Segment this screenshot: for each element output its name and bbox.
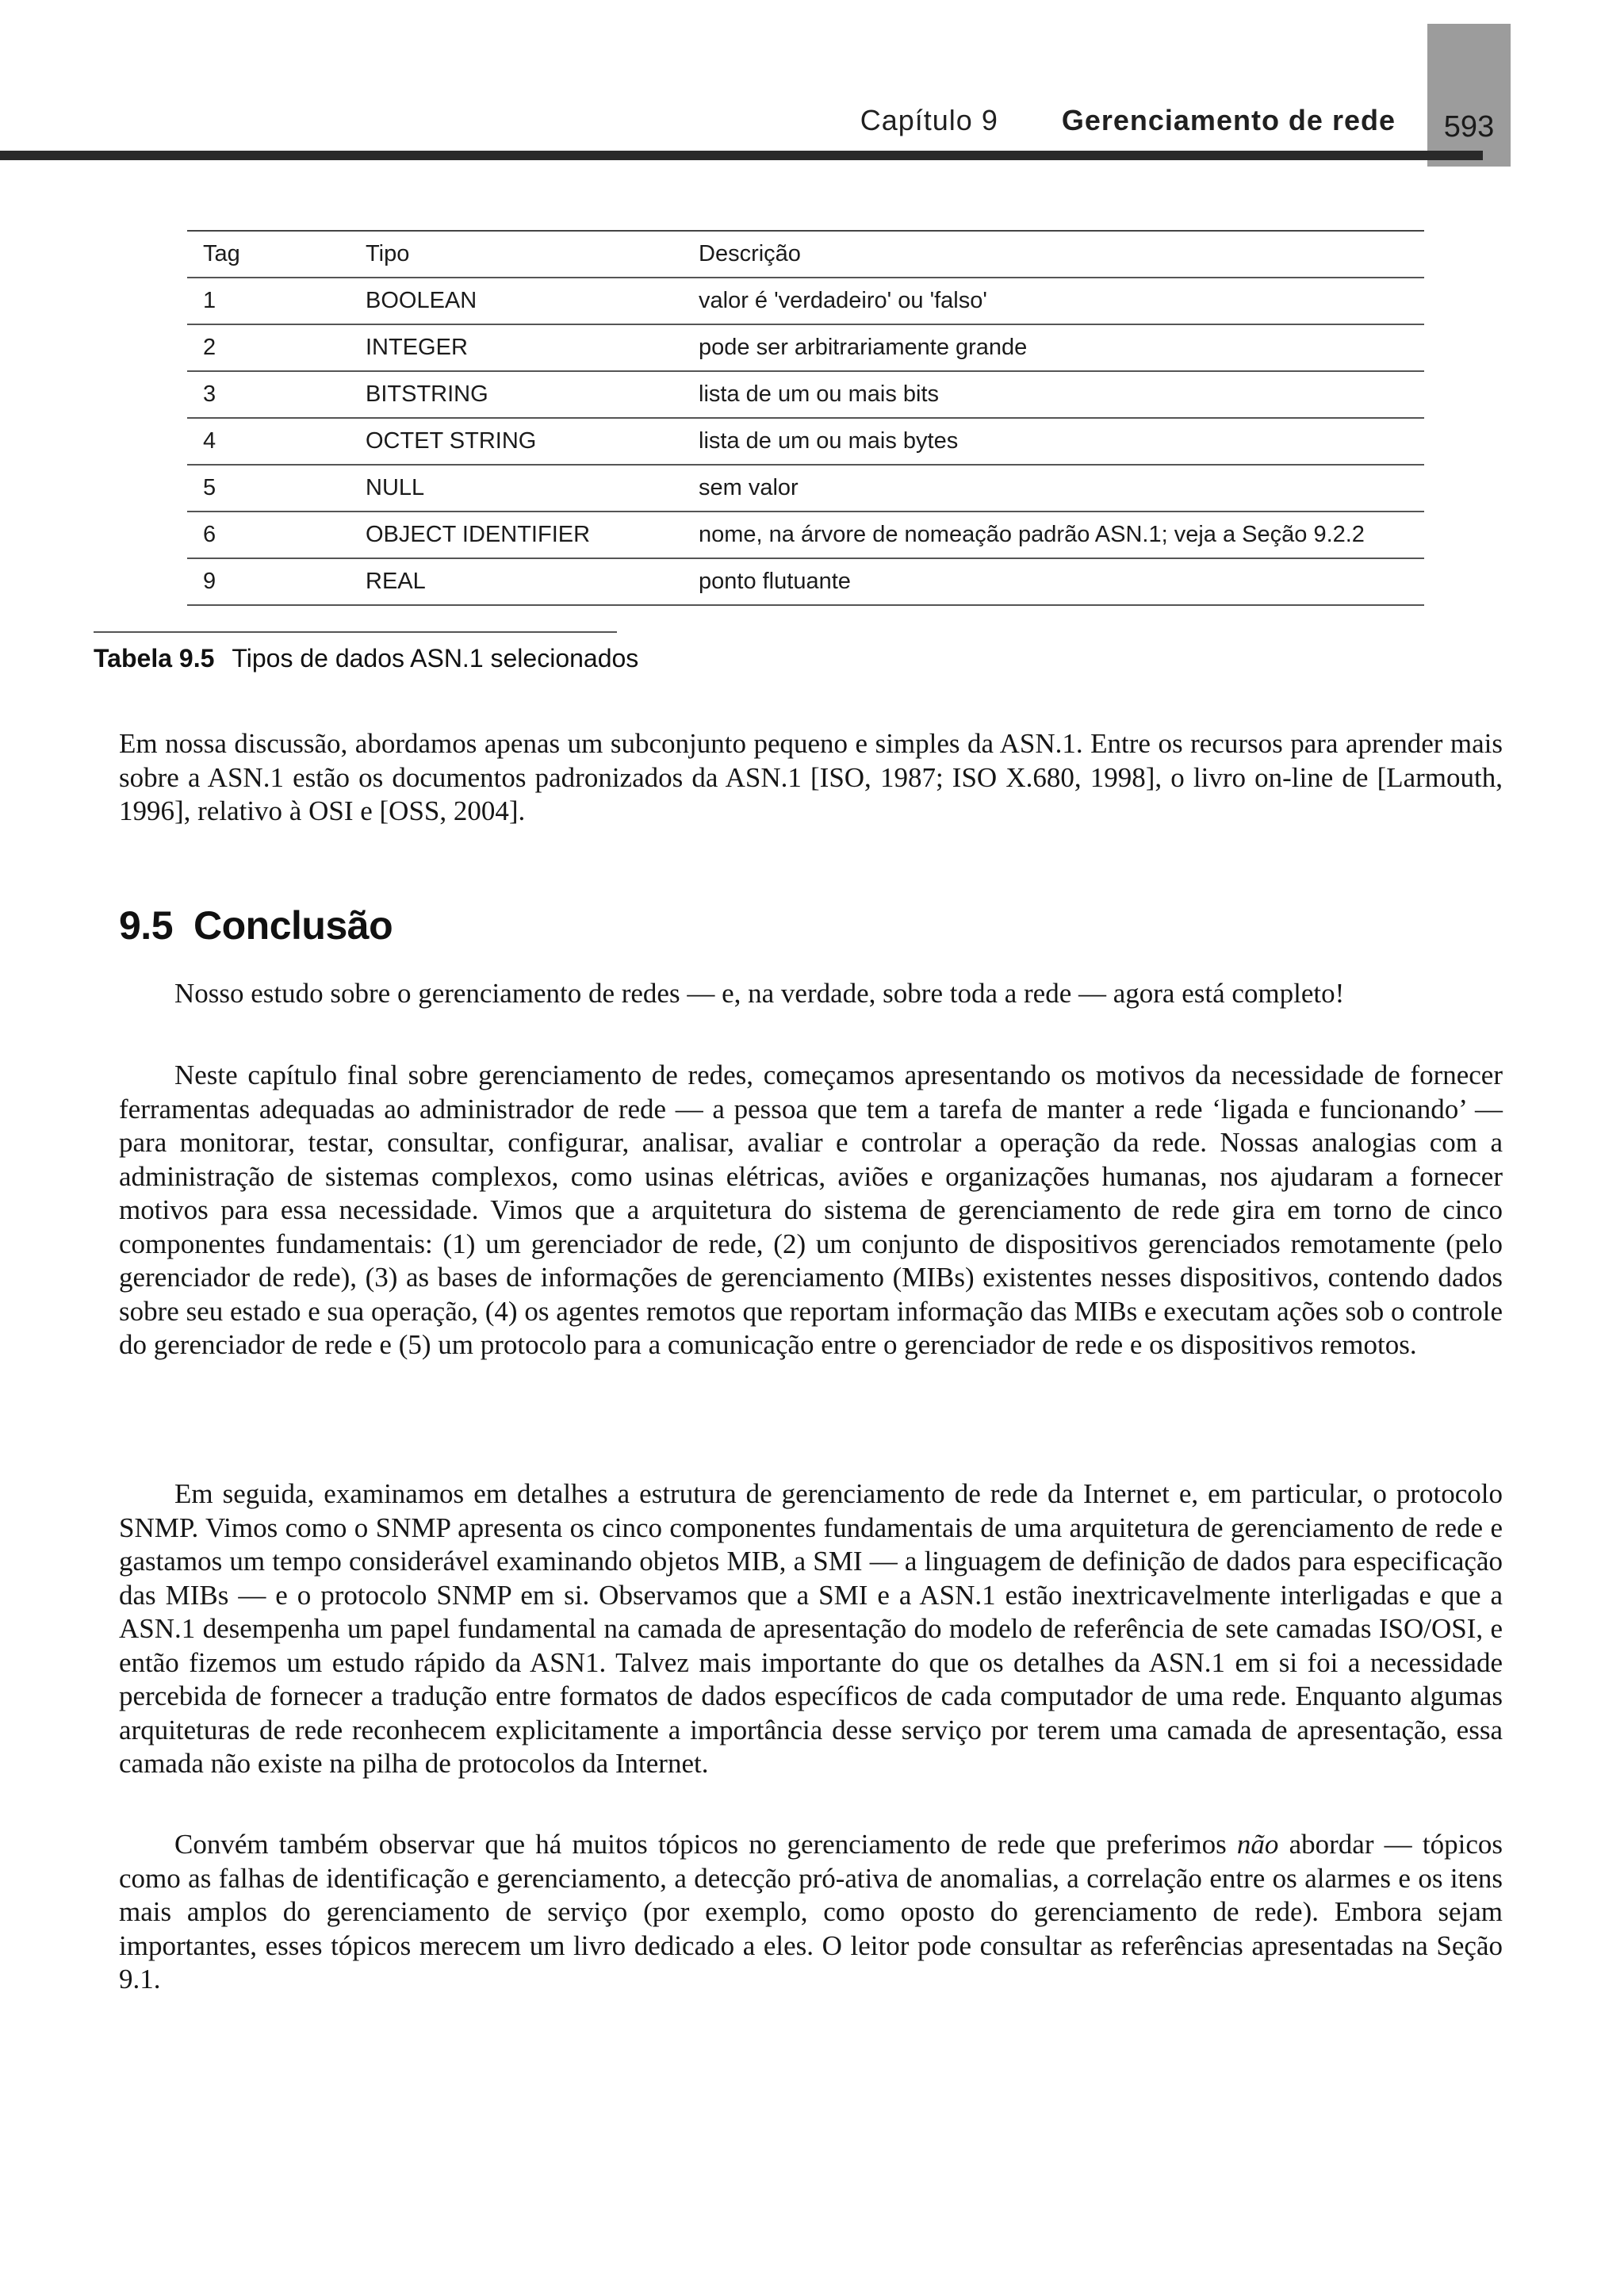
table-row — [187, 371, 1424, 418]
cell-description: ponto flutuante — [683, 558, 1424, 605]
paragraph-conclusion-2: Neste capítulo final sobre gerenciamento de redes, começamos apresentando os motivos da necessidade de fornecer ferramentas adequadas ao administrador de rede — a pessoa que tem a tarefa de manter a rede ‘ligada e funcionando’ — para monitorar, testar, consultar, configurar, analisar, avaliar e controlar a operação da rede. Nossas analogias com a administração de sistemas complexos, como usinas elétricas, aviões e organizações humanas, nos ajudaram a fornecer motivos para essa necessidade. Vimos que a arquitetura do sistema de gerenciamento de rede gira em torno de cinco componentes fundamentais: (1) um gerenciador de rede, (2) um conjunto de dispositivos gerenciados remotamente (pelo gerenciador de rede), (3) as bases de informações de gerenciamento (MIBs) existentes nesses dispositivos, contendo dados sobre seu estado e sua operação, (4) os agentes remotos que reportam informação das MIBs e executam ações sob o controle do gerenciador de rede e (5) um protocolo para a comunicação entre o gerenciador de rede e os dispositivos remotos. — [119, 1060, 1503, 1360]
paragraph-4-part-b: abordar — tópicos como as falhas de identificação e gerenciamento, a detecção pró-ativa de anomalias, a correlação entre os alarmes e os itens mais amplos do gerenciamento de serviço (por exemplo, como oposto do gerenciamento de rede). Embora sejam importantes, esses tópicos merecem um livro dedicado a eles. O leitor pode consultar as referências apresentadas na Seção 9.1. — [119, 1829, 1503, 1995]
column-header-description: Descrição — [683, 231, 1424, 278]
cell-tag: 9 — [187, 558, 350, 605]
table-row — [187, 512, 1424, 558]
paragraph-asn-references: Em nossa discussão, abordamos apenas um subconjunto pequeno e simples da ASN.1. Entre os recursos para aprender mais sobre a ASN.1 estão os documentos padronizados da ASN.1 [ISO, 1987; ISO X.680, 1998], o livro on-line de [Larmouth, 1996], relativo à OSI e [OSS, 2004]. — [119, 728, 1503, 826]
table-row — [187, 418, 1424, 465]
paragraph-conclusion-4 — [119, 1828, 1503, 1997]
paragraph-conclusion-1: Nosso estudo sobre o gerenciamento de redes — e, na verdade, sobre toda a rede — agora está completo! — [174, 978, 1345, 1009]
cell-description: valor é 'verdadeiro' ou 'falso' — [683, 278, 1424, 324]
chapter-label: Capítulo 9 — [860, 104, 998, 136]
caption-text: Tipos de dados ASN.1 selecionados — [232, 644, 639, 673]
cell-description: sem valor — [683, 465, 1424, 512]
cell-type: BOOLEAN — [350, 278, 683, 324]
page-number-tab — [1427, 24, 1511, 167]
cell-tag: 4 — [187, 418, 350, 465]
cell-description: pode ser arbitrariamente grande — [683, 324, 1424, 371]
cell-tag: 1 — [187, 278, 350, 324]
caption-label: Tabela 9.5 — [94, 644, 215, 673]
table-row — [187, 324, 1424, 371]
cell-description: nome, na árvore de nomeação padrão ASN.1; veja a Seção 9.2.2 — [683, 512, 1424, 558]
column-header-tag: Tag — [187, 231, 350, 278]
page-number: 593 — [1443, 110, 1495, 144]
cell-tag: 2 — [187, 324, 350, 371]
cell-tag: 6 — [187, 512, 350, 558]
cell-tag: 5 — [187, 465, 350, 512]
section-label: Gerenciamento de rede — [1061, 104, 1396, 136]
section-title: Conclusão — [193, 903, 393, 948]
cell-description: lista de um ou mais bytes — [683, 418, 1424, 465]
table-row — [187, 278, 1424, 324]
cell-type: OBJECT IDENTIFIER — [350, 512, 683, 558]
running-header — [793, 97, 1396, 144]
table-row — [187, 558, 1424, 605]
cell-type: REAL — [350, 558, 683, 605]
header-rule — [0, 151, 1483, 160]
cell-tag: 3 — [187, 371, 350, 418]
column-header-type: Tipo — [350, 231, 683, 278]
table-header-row — [187, 231, 1424, 278]
section-number: 9.5 — [119, 903, 174, 948]
caption-rule — [94, 631, 617, 633]
cell-type: INTEGER — [350, 324, 683, 371]
emphasis-nao: não — [1236, 1829, 1279, 1860]
paragraph-4-part-a: Convém também observar que há muitos tópicos no gerenciamento de rede que preferimos — [174, 1829, 1237, 1860]
cell-type: OCTET STRING — [350, 418, 683, 465]
cell-type: NULL — [350, 465, 683, 512]
paragraph-conclusion-3: Em seguida, examinamos em detalhes a estrutura de gerenciamento de rede da Internet e, em particular, o protocolo SNMP. Vimos como o SNMP apresenta os cinco componentes fundamentais de uma arquitetura de gerenciamento de rede e gastamos um tempo considerável examinando objetos MIB, a SMI — a linguagem de definição de dados para especificação das MIBs — e o protocolo SNMP em si. Observamos que a SMI e a ASN.1 estão inextricavelmente interligadas e que a ASN.1 desempenha um papel fundamental na camada de apresentação do modelo de referência de sete camadas ISO/OSI, e então fizemos um estudo rápido da ASN1. Talvez mais importante do que os detalhes da ASN.1 em si foi a necessidade percebida de fornecer a tradução entre formatos de dados específicos de cada computador de uma rede. Enquanto algumas arquiteturas de rede reconhecem explicitamente a importância desse serviço por terem uma camada de apresentação, essa camada não existe na pilha de protocolos da Internet. — [119, 1478, 1503, 1779]
section-heading — [119, 902, 393, 948]
asn1-types-table — [187, 230, 1424, 606]
table-row — [187, 465, 1424, 512]
table-caption — [94, 644, 638, 673]
cell-type: BITSTRING — [350, 371, 683, 418]
cell-description: lista de um ou mais bits — [683, 371, 1424, 418]
